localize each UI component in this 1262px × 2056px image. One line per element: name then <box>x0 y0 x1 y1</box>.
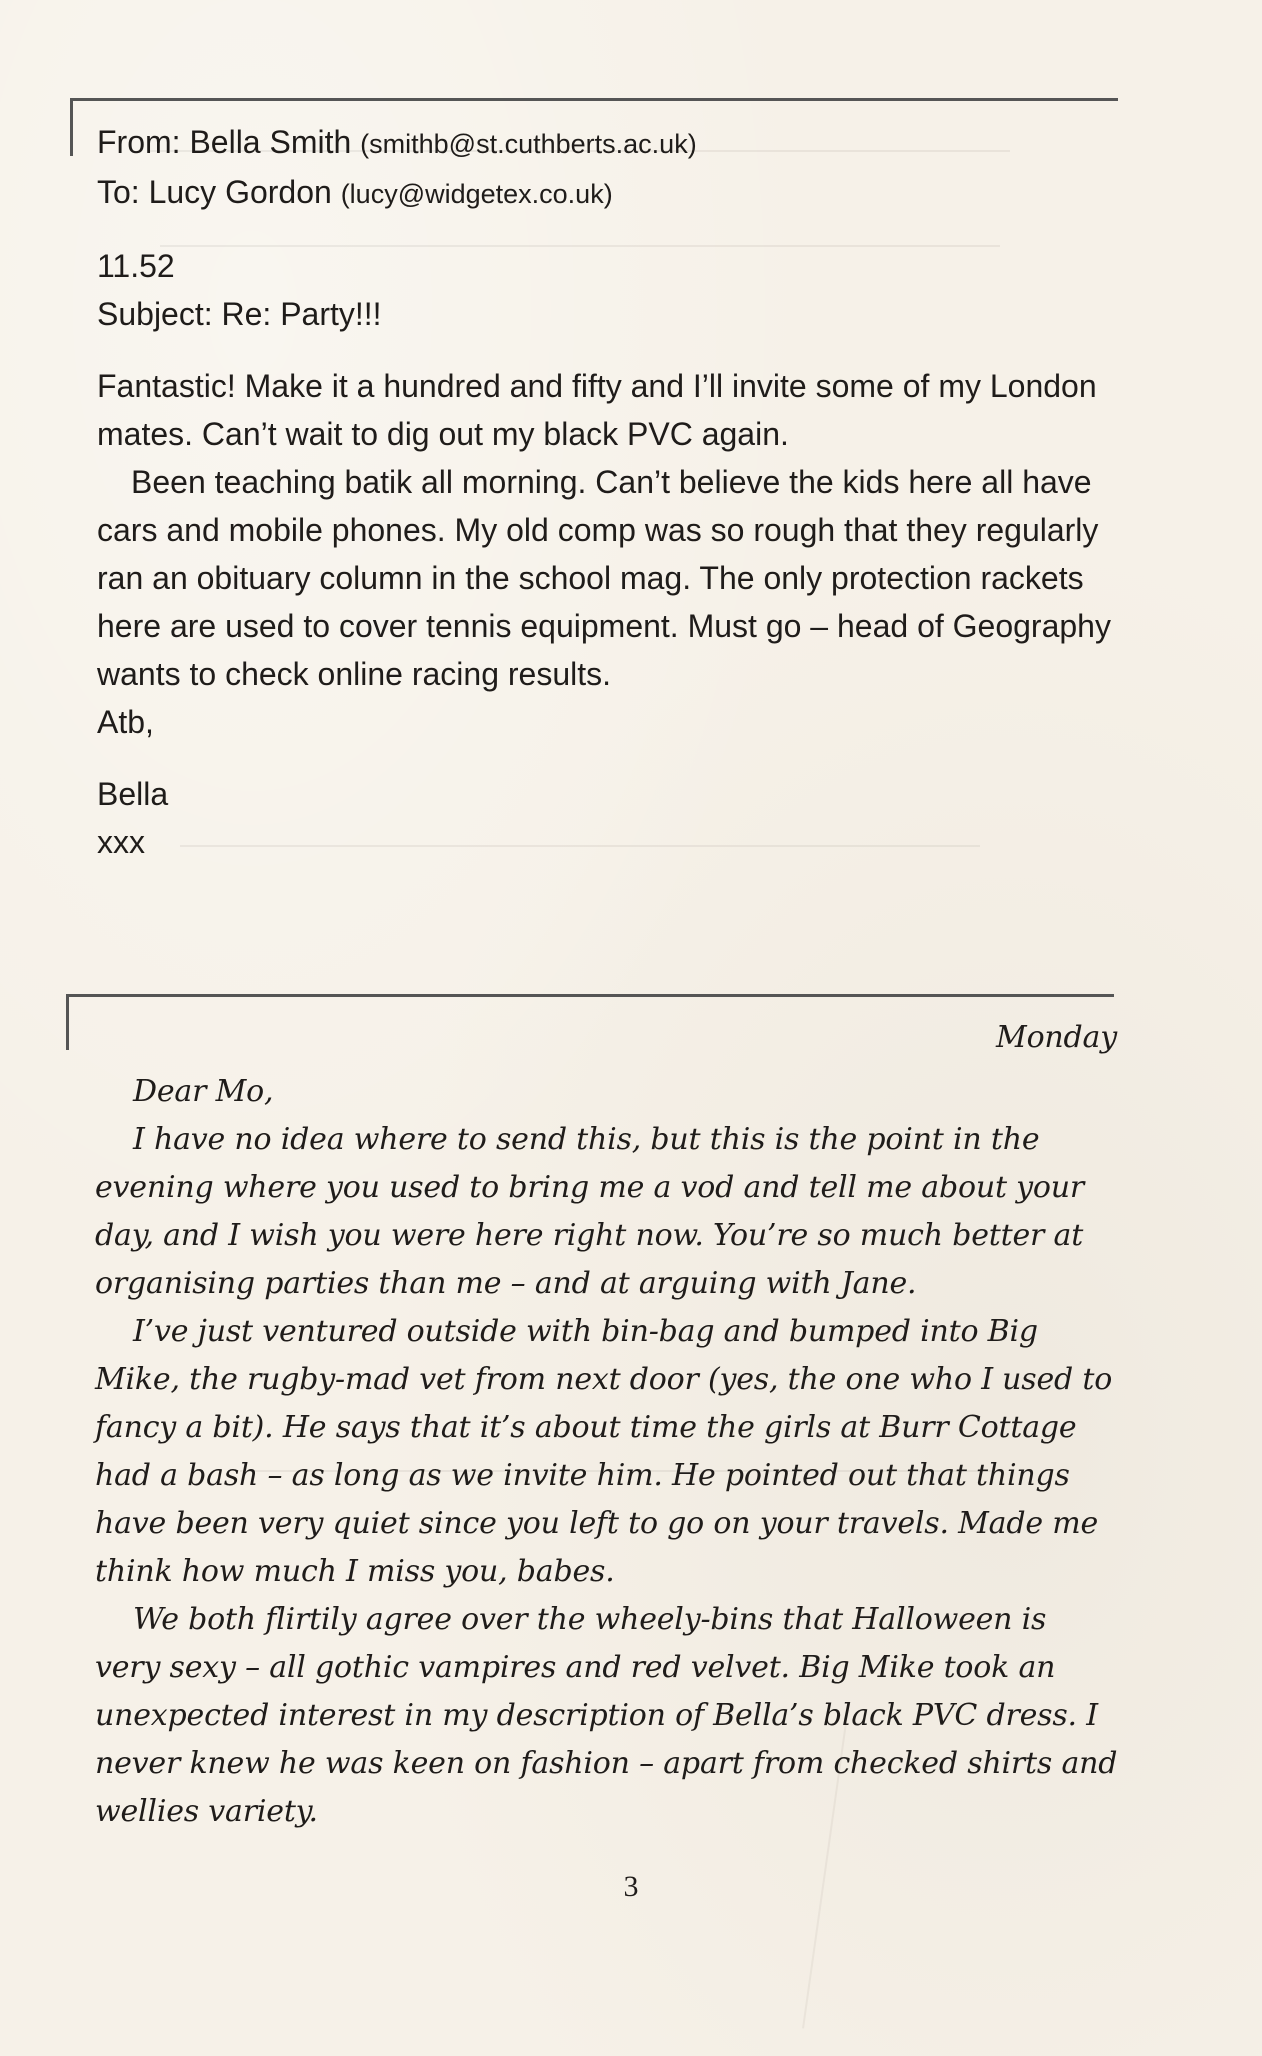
email-sender-name: Bella <box>97 776 169 812</box>
email-signoff: Atb, <box>97 704 154 740</box>
email-to-line <box>97 168 1127 218</box>
email-kisses: xxx <box>97 824 145 860</box>
email-body-paragraph-2: Been teaching batik all morning. Can’t believe the kids here all have cars and mobile phones. My old comp was so rough that they regularly ran an obituary column in the school mag. The only protection rackets here are used to cover tennis equipment. Must go – head of Geography wants to check online racing results. <box>97 464 1111 692</box>
email-spacer <box>97 338 1127 362</box>
email-to-label: To: Lucy Gordon <box>97 174 332 210</box>
email-body-paragraph-1: Fantastic! Make it a hundred and fifty and I’ll invite some of my London mates. Can’t wait to dig out my black PVC again. <box>97 368 1097 452</box>
email-time: 11.52 <box>97 248 175 284</box>
email-from-label: From: Bella Smith <box>97 124 352 160</box>
email-spacer <box>97 218 1127 242</box>
letter-paragraph-3: We both flirtily agree over the wheely-bins that Halloween is very sexy – all gothic vampires and red velvet. Big Mike took an unexpected interest in my description of Bella’s black PVC dress. I never knew he was keen on fashion – apart from checked shirts and wellies variety. <box>95 1602 1118 1829</box>
email-subject: Subject: Re: Party!!! <box>97 296 382 332</box>
letter-frame-top-rule <box>66 994 1114 997</box>
letter-paragraph-2: I’ve just ventured outside with bin-bag and bumped into Big Mike, the rugby-mad vet from next door (yes, the one who I used to fancy a bit). He says that it’s about time the girls at Burr Cottage had a bash – as long as we invite him. He pointed out that things have been very quiet since you left to go on your travels. Made me think how much I miss you, babes. <box>95 1314 1113 1589</box>
email-to-address: (lucy@widgetex.co.uk) <box>340 179 613 209</box>
email-from-address: (smithb@st.cuthberts.ac.uk) <box>360 129 697 159</box>
email-from-line <box>97 118 1127 168</box>
email-message <box>97 118 1127 866</box>
letter-paragraph-1: I have no idea where to send this, but this is the point in the evening where you used to bring me a vod and tell me about your day, and I wish you were here right now. You’re so much better at organising parties than me – and at arguing with Jane. <box>95 1122 1085 1301</box>
handwritten-letter <box>95 1014 1120 1836</box>
letter-salutation: Dear Mo, <box>133 1074 274 1109</box>
email-spacer <box>97 746 1127 770</box>
letter-date: Monday <box>996 1020 1117 1055</box>
email-frame-top-rule <box>70 98 1118 101</box>
page-number: 3 <box>623 1870 639 1903</box>
letter-frame-left-rule <box>66 994 69 1050</box>
email-frame-left-rule <box>70 98 73 156</box>
